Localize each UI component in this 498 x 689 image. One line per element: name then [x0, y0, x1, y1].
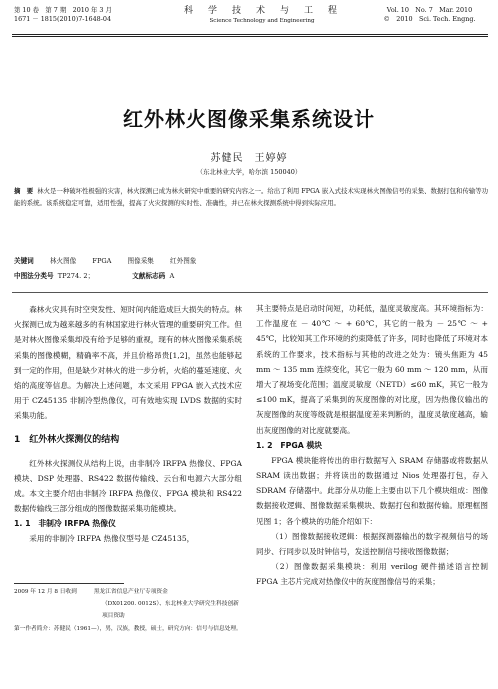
header-left	[14, 6, 112, 25]
clc-code: TP274. 2；	[57, 272, 95, 280]
volume-info-en: Vol. 10 No. 7 Mar. 2010	[386, 6, 473, 14]
paper-title: 红外林火图像采集系统设计	[123, 107, 375, 131]
section-1-1-heading: 1. 1 非制冷 IRFPA 热像仪	[14, 519, 116, 529]
affiliation: （东北林业大学，哈尔滨 150040）	[196, 168, 302, 176]
specs-paragraph: 其主要特点是启动时间短，功耗低，温度灵敏度高。其环境指标为：工作温度在 － 40℃ ～ + 60℃，其它的一般为 － 25℃ ～ + 45℃，比较知其工作环境的约束降低了许多，同时也降低了环境对本系统的工作要求，技术指标与其他的改进之处为：镜头焦距为 45 mm ～ 135 mm 连续变化，其它一般为 60 mm ～ 120 mm，从而增大了视场变化范围；温度灵敏度（NETD）≤60 mK，其它一般为≤100 mK，提高了采集到的灰度图像的对比度，因为热像仪输出的灰度图像的灰度等级就是根据温度差来判断的，温度灵敏度越高，输出灰度图像的对比度就要高。	[256, 304, 488, 435]
received-date: 2009 年 12 月 8 日收到	[14, 589, 77, 595]
abstract-label: 摘 要	[14, 187, 34, 195]
keywords	[14, 255, 196, 265]
volume-info: 第 10 卷 第 7 期 2010 年 3 月	[14, 6, 112, 14]
authors: 苏健民 王婷婷	[210, 153, 288, 164]
keyword: FPGA	[92, 257, 112, 265]
header-rule	[12, 34, 488, 35]
intro-paragraph: 森林火灾具有时空突发性、短时间内能造成巨大损失的特点。林火探测已成为越来越多的有林国家进行林火管理的重要研究工作。但是对林火图像采集却没有给予足够的重视，现有的林火图像采集系统采集的图像模糊，精确率不高，并且价格昂贵[1,2]，虽然也能够起到一定的作用，但是缺少对林火的进一步分析，火焰的蔓延速度、火焰的高度等信息。为解决上述问题，本文采用 FPGA 嵌入式技术应用于 CZ45135 非制冷型热像仪，可有效地实现 LVDS 数据的实时采集功能。	[14, 305, 242, 421]
doc-code-label: 文献标志码	[132, 272, 166, 280]
abstract-separator	[12, 292, 488, 293]
section-1-paragraph: 红外林火探测仪从结构上说，由非制冷 IRFPA 热像仪、FPGA 模块、DSP 处理器、RS422 数据传输线、云台和电源六大部分组成。本文主要介绍由非制冷 IRFPA 热像仪、FPGA 模块和 RS422 数据传输线三部分组成的图像数据采集功能模块。	[14, 458, 242, 514]
list-item: （1）图像数据接收逻辑：根据探测器输出的数字视频信号的场同步、行同步以及时钟信号，发送控制信号接收图像数据；	[256, 531, 488, 557]
left-column	[14, 302, 242, 547]
keywords-label: 关键词	[14, 257, 34, 265]
keyword: 红外图象	[170, 257, 197, 265]
fund-info-2: （DX01200. 0012S）、东北林业大学研究生科技创新项目资助	[102, 601, 239, 620]
section-1-1-paragraph: 采用的非制冷 IRFPA 热像仪型号是 CZ45135，	[29, 534, 195, 544]
classification	[14, 270, 174, 280]
footnote-rule	[14, 583, 124, 584]
right-column	[256, 301, 488, 590]
issn: 1671 － 1815(2010)7-1648-04	[14, 15, 112, 24]
section-1-2-heading: 1. 2 FPGA 模块	[256, 440, 323, 450]
fpga-paragraph: FPGA 模块能将传出的串行数据写入 SRAM 存储器或将数据从 SRAM 读出数据；并将读出的数据通过 Nios 处理器打包，存入 SDRAM 存储器中。此部分从功能上主要由以下几个模块组成：图像数据接收逻辑、图像数据采集模块、数据打包和数据传输。原理框图见图 1；各个模块的功能介绍如下：	[256, 455, 488, 526]
fund-info: 黑龙江省信息产业厅专项资金	[93, 589, 168, 595]
header-rule-thin	[12, 36, 488, 37]
journal-title-cn: 科 学 技 术 与 工 程	[183, 6, 340, 16]
list-item: （2）图像数据采集模块：利用 verilog 硬件描述语言控制 FPGA 主芯片完成对热像仪中的灰度图像信号的采集；	[256, 562, 488, 587]
section-1-heading: 1 红外林火探测仪的结构	[14, 434, 120, 445]
journal-title-en: Science Technology and Engineering	[209, 18, 315, 24]
abstract-text: 林火是一种破坏性极强的灾害，林火探测已成为林火研究中重要的研究内容之一。给出了利用 FPGA 嵌入式技术实现林火图像信号的采集、数据打包和传输等功能的系统。该系统稳定可靠，适用性强，提高了火灾探测的实时性、准确性，并已在林火探测系统中得到实际应用。	[14, 187, 489, 208]
keyword: 图像采集	[127, 257, 154, 265]
abstract	[14, 185, 488, 209]
doc-code: A	[169, 272, 175, 280]
clc-label: 中图法分类号	[14, 272, 54, 280]
header-right	[372, 6, 487, 25]
copyright: © 2010 Sci. Tech. Engng.	[383, 15, 476, 24]
author-bio: 第一作者简介：苏健民（1961—），男，汉族，教授，硕士，研究方向：信号与信息处理。	[14, 625, 242, 632]
footnote	[14, 586, 242, 635]
keyword: 林火图像	[49, 257, 77, 265]
header-journal	[182, 6, 342, 26]
